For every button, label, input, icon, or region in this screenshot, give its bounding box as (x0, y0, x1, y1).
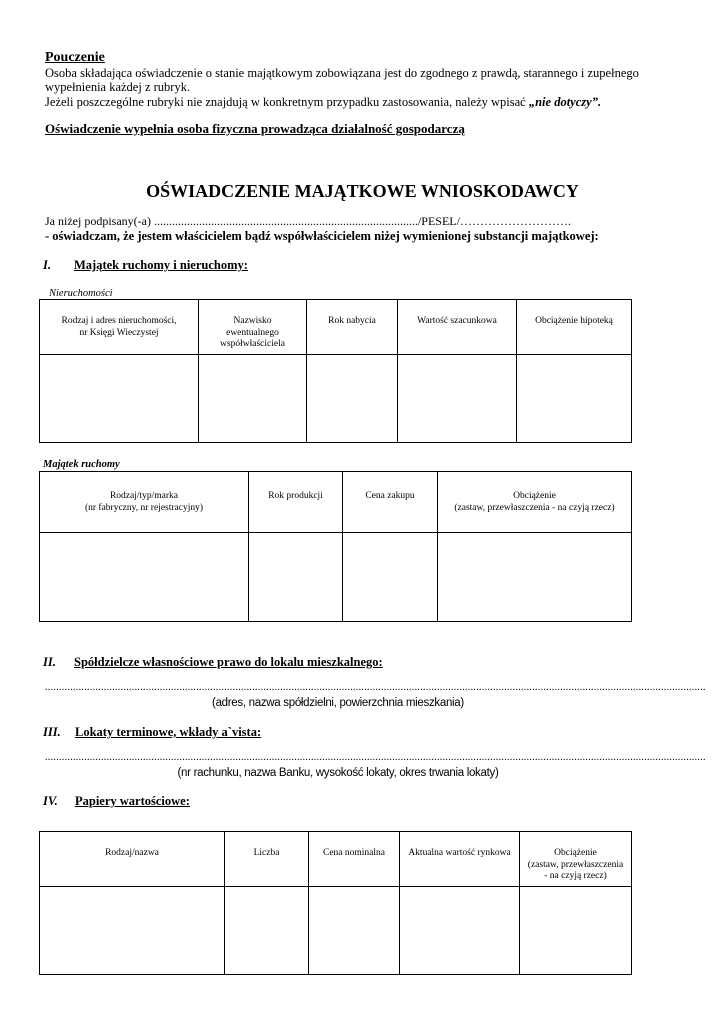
notice-line-3-emphasis: „nie dotyczy”. (528, 95, 602, 109)
real-estate-header-value: Wartość szacunkowa (398, 300, 517, 355)
movables-label: Majątek ruchomy (43, 459, 120, 470)
movables-entry-row (40, 533, 632, 622)
securities-header-row (40, 832, 632, 887)
section-1-number: I. (43, 258, 51, 272)
securities-header-market-value: Aktualna wartość rynkowa (400, 832, 520, 887)
section-1-title: Majątek ruchomy i nieruchomy: (74, 258, 248, 272)
real-estate-header-type-address: Rodzaj i adres nieruchomości, nr Księgi Wieczystej (40, 300, 199, 355)
securities-cell[interactable] (520, 887, 632, 975)
movables-header-type: Rodzaj/typ/marka (nr fabryczny, nr rejestracyjny) (40, 472, 249, 533)
securities-header-nominal: Cena nominalna (309, 832, 400, 887)
real-estate-cell[interactable] (307, 355, 398, 443)
movables-cell[interactable] (438, 533, 632, 622)
securities-header-count: Liczba (225, 832, 309, 887)
real-estate-header-year: Rok nabycia (307, 300, 398, 355)
notice-heading: Pouczenie (45, 50, 105, 65)
section-3-number: III. (43, 725, 61, 739)
declarant-line[interactable]: Ja niżej podpisany(-a) ......................................................................................../PESEL/………………………. (45, 214, 571, 228)
movables-table (39, 471, 632, 622)
real-estate-cell[interactable] (40, 355, 199, 443)
real-estate-header-co-owner: Nazwisko ewentualnego współwłaściciela (199, 300, 307, 355)
securities-table (39, 831, 632, 975)
document-title: OŚWIADCZENIE MAJĄTKOWE WNIOSKODAWCY (146, 181, 579, 201)
securities-cell[interactable] (225, 887, 309, 975)
section-4-title: Papiery wartościowe: (75, 794, 190, 808)
securities-header-encumbrance: Obciążenie (zastaw, przewłaszczenia - na czyją rzecz) (520, 832, 632, 887)
securities-cell[interactable] (400, 887, 520, 975)
section-4-number: IV. (43, 794, 58, 808)
movables-header-encumbrance: Obciążenie (zastaw, przewłaszczenia - na czyją rzecz) (438, 472, 632, 533)
notice-line-3 (45, 95, 601, 110)
section-2-dotted-line[interactable]: ............................................................................................................................................................................................................................................ (45, 682, 706, 693)
real-estate-label: Nieruchomości (49, 288, 113, 299)
securities-entry-row (40, 887, 632, 975)
movables-header-row (40, 472, 632, 533)
section-2-caption: (adres, nazwa spółdzielni, powierzchnia mieszkania) (212, 697, 464, 709)
filled-by-note: Oświadczenie wypełnia osoba fizyczna prowadząca działalność gospodarczą (45, 121, 465, 136)
section-2-title: Spółdzielcze własnościowe prawo do lokalu mieszkalnego: (74, 655, 383, 669)
movables-cell[interactable] (343, 533, 438, 622)
notice-line-3-text: Jeżeli poszczególne rubryki nie znajdują w konkretnym przypadku zastosowania, należy wpisać (45, 95, 529, 109)
securities-cell[interactable] (40, 887, 225, 975)
real-estate-header-row (40, 300, 632, 355)
movables-header-price: Cena zakupu (343, 472, 438, 533)
real-estate-header-mortgage: Obciążenie hipoteką (517, 300, 632, 355)
real-estate-cell[interactable] (517, 355, 632, 443)
notice-line-1: Osoba składająca oświadczenie o stanie majątkowym zobowiązana jest do zgodnego z prawdą, starannego i zupełnego (45, 66, 639, 80)
declarant-statement: - oświadczam, że jestem właścicielem bądź współwłaścicielem niżej wymienionej substancji majątkowej: (45, 229, 599, 243)
section-3-title: Lokaty terminowe, wkłady a`vista: (75, 725, 262, 739)
movables-cell[interactable] (249, 533, 343, 622)
securities-cell[interactable] (309, 887, 400, 975)
movables-header-year: Rok produkcji (249, 472, 343, 533)
real-estate-cell[interactable] (398, 355, 517, 443)
real-estate-cell[interactable] (199, 355, 307, 443)
movables-cell[interactable] (40, 533, 249, 622)
section-2-number: II. (43, 655, 56, 669)
real-estate-table (39, 299, 632, 443)
section-3-dotted-line[interactable]: ............................................................................................................................................................................................................................................ (45, 752, 706, 763)
section-3-caption: (nr rachunku, nazwa Banku, wysokość lokaty, okres trwania lokaty) (177, 767, 499, 779)
securities-header-type: Rodzaj/nazwa (40, 832, 225, 887)
notice-line-2: wypełnienia każdej z rubryk. (45, 80, 191, 94)
real-estate-entry-row (40, 355, 632, 443)
